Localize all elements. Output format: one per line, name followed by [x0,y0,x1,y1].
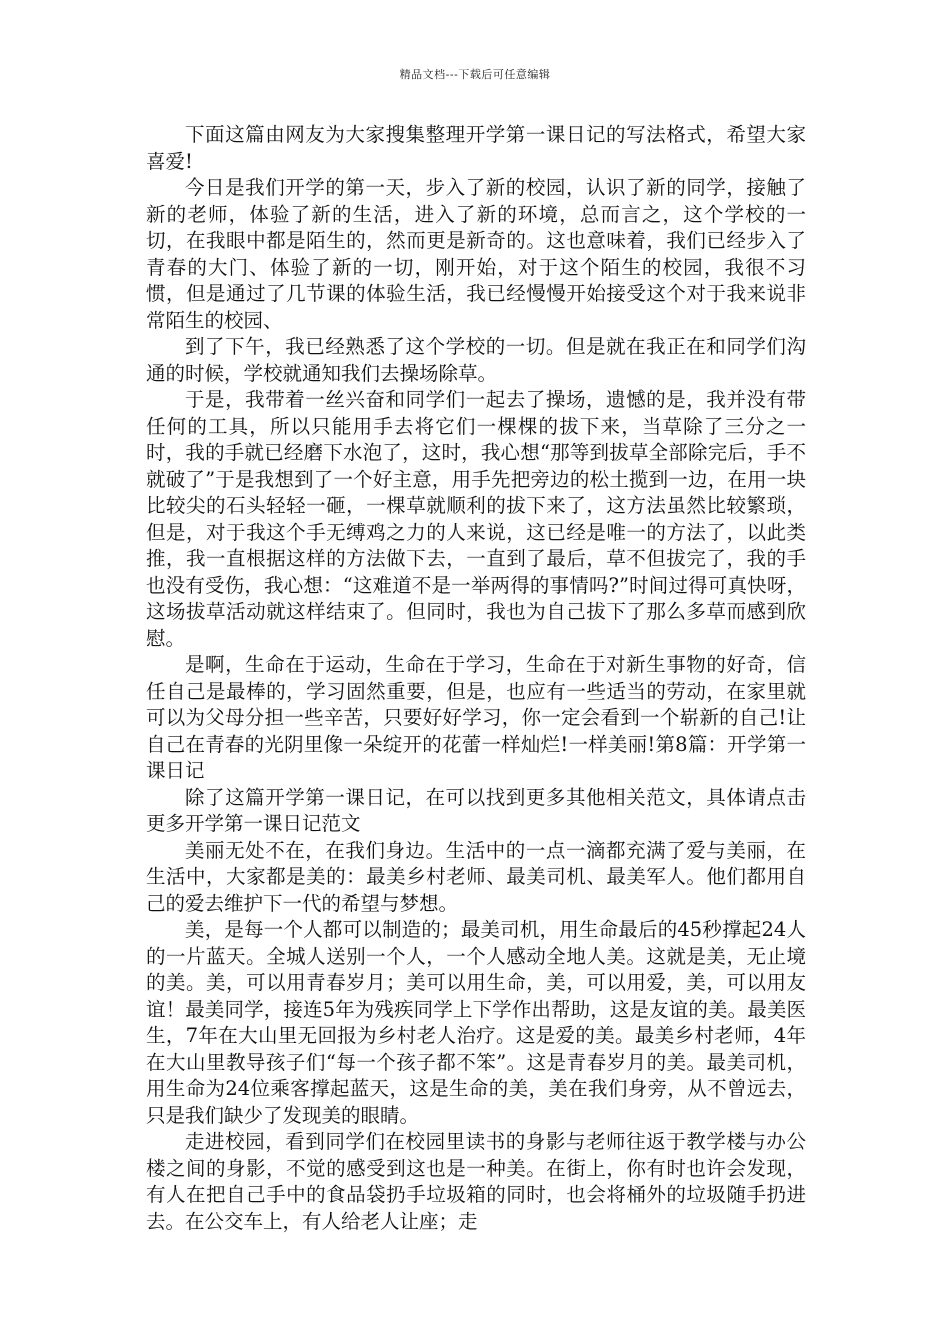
page-header: 精品文档---下载后可任意编辑 [399,68,551,81]
paragraph: 到了下午，我已经熟悉了这个学校的一切。但是就在我正在和同学们沟通的时候，学校就通知我们去操场除草。 [146,335,806,385]
paragraph: 下面这篇由网友为大家搜集整理开学第一课日记的写法格式，希望大家喜爱! [146,123,806,173]
paragraph: 今日是我们开学的第一天，步入了新的校园，认识了新的同学，接触了新的老师，体验了新的生活，进入了新的环境，总而言之，这个学校的一切，在我眼中都是陌生的，然而更是新奇的。这也意味着，我们已经步入了青春的大门、体验了新的一切，刚开始，对于这个陌生的校园，我很不习惯，但是通过了几节课的体验生活，我已经慢慢开始接受这个对于我来说非常陌生的校园、 [146,176,806,332]
paragraph: 美丽无处不在，在我们身边。生活中的一点一滴都充满了爱与美丽，在生活中，大家都是美的：最美乡村老师、最美司机、最美军人。他们都用自己的爱去维护下一代的希望与梦想。 [146,838,806,915]
paragraph: 美，是每一个人都可以制造的；最美司机，用生命最后的45秒撑起24人的一片蓝天。全城人送别一个人，一个人感动全地人美。这就是美，无止境的美。美，可以用青春岁月；美可以用生命，美，可以用爱，美，可以用友谊！最美同学，接连5年为残疾同学上下学作出帮助，这是友谊的美。最美医生，7年在大山里无回报为乡村老人治疗。这是爱的美。最美乡村老师，4年在大山里教导孩子们“每一个孩子都不笨”。这是青春岁月的美。最美司机，用生命为24位乘客撑起蓝天，这是生命的美，美在我们身旁，从不曾远去，只是我们缺少了发现美的眼睛。 [146,918,806,1127]
paragraph: 是啊，生命在于运动，生命在于学习，生命在于对新生事物的好奇，信任自己是最棒的，学习固然重要，但是，也应有一些适当的劳动，在家里就可以为父母分担一些辛苦，只要好好学习，你一定会看到一个崭新的自己!让自己在青春的光阴里像一朵绽开的花蕾一样灿烂!一样美丽!第8篇：开学第一课日记 [146,653,806,782]
paragraph: 于是，我带着一丝兴奋和同学们一起去了操场，遗憾的是，我并没有带任何的工具，所以只能用手去将它们一棵棵的拔下来，当草除了三分之一时，我的手就已经磨下水泡了，这时，我心想“那等到拔草全部除完后，手不就破了”于是我想到了一个好主意，用手先把旁边的松土揽到一边，在用一块比较尖的石头轻轻一砸，一棵草就顺利的拔下来了，这方法虽然比较繁琐，但是，对于我这个手无缚鸡之力的人来说，这已经是唯一的方法了，以此类推，我一直根据这样的方法做下去，一直到了最后，草不但拔完了，我的手也没有受伤，我心想：“这难道不是一举两得的事情吗?”时间过得可真快呀，这场拔草活动就这样结束了。但同时，我也为自己拔下了那么多草而感到欣慰。 [146,388,806,650]
paragraph: 除了这篇开学第一课日记，在可以找到更多其他相关范文，具体请点击更多开学第一课日记范文 [146,785,806,835]
paragraph: 走进校园，看到同学们在校园里读书的身影与老师往返于教学楼与办公楼之间的身影，不觉的感受到这也是一种美。在街上，你有时也许会发现，有人在把自己手中的食品袋扔手垃圾箱的同时，也会将桶外的垃圾随手扔进去。在公交车上，有人给老人让座；走 [146,1130,806,1233]
document-body [146,122,806,1235]
